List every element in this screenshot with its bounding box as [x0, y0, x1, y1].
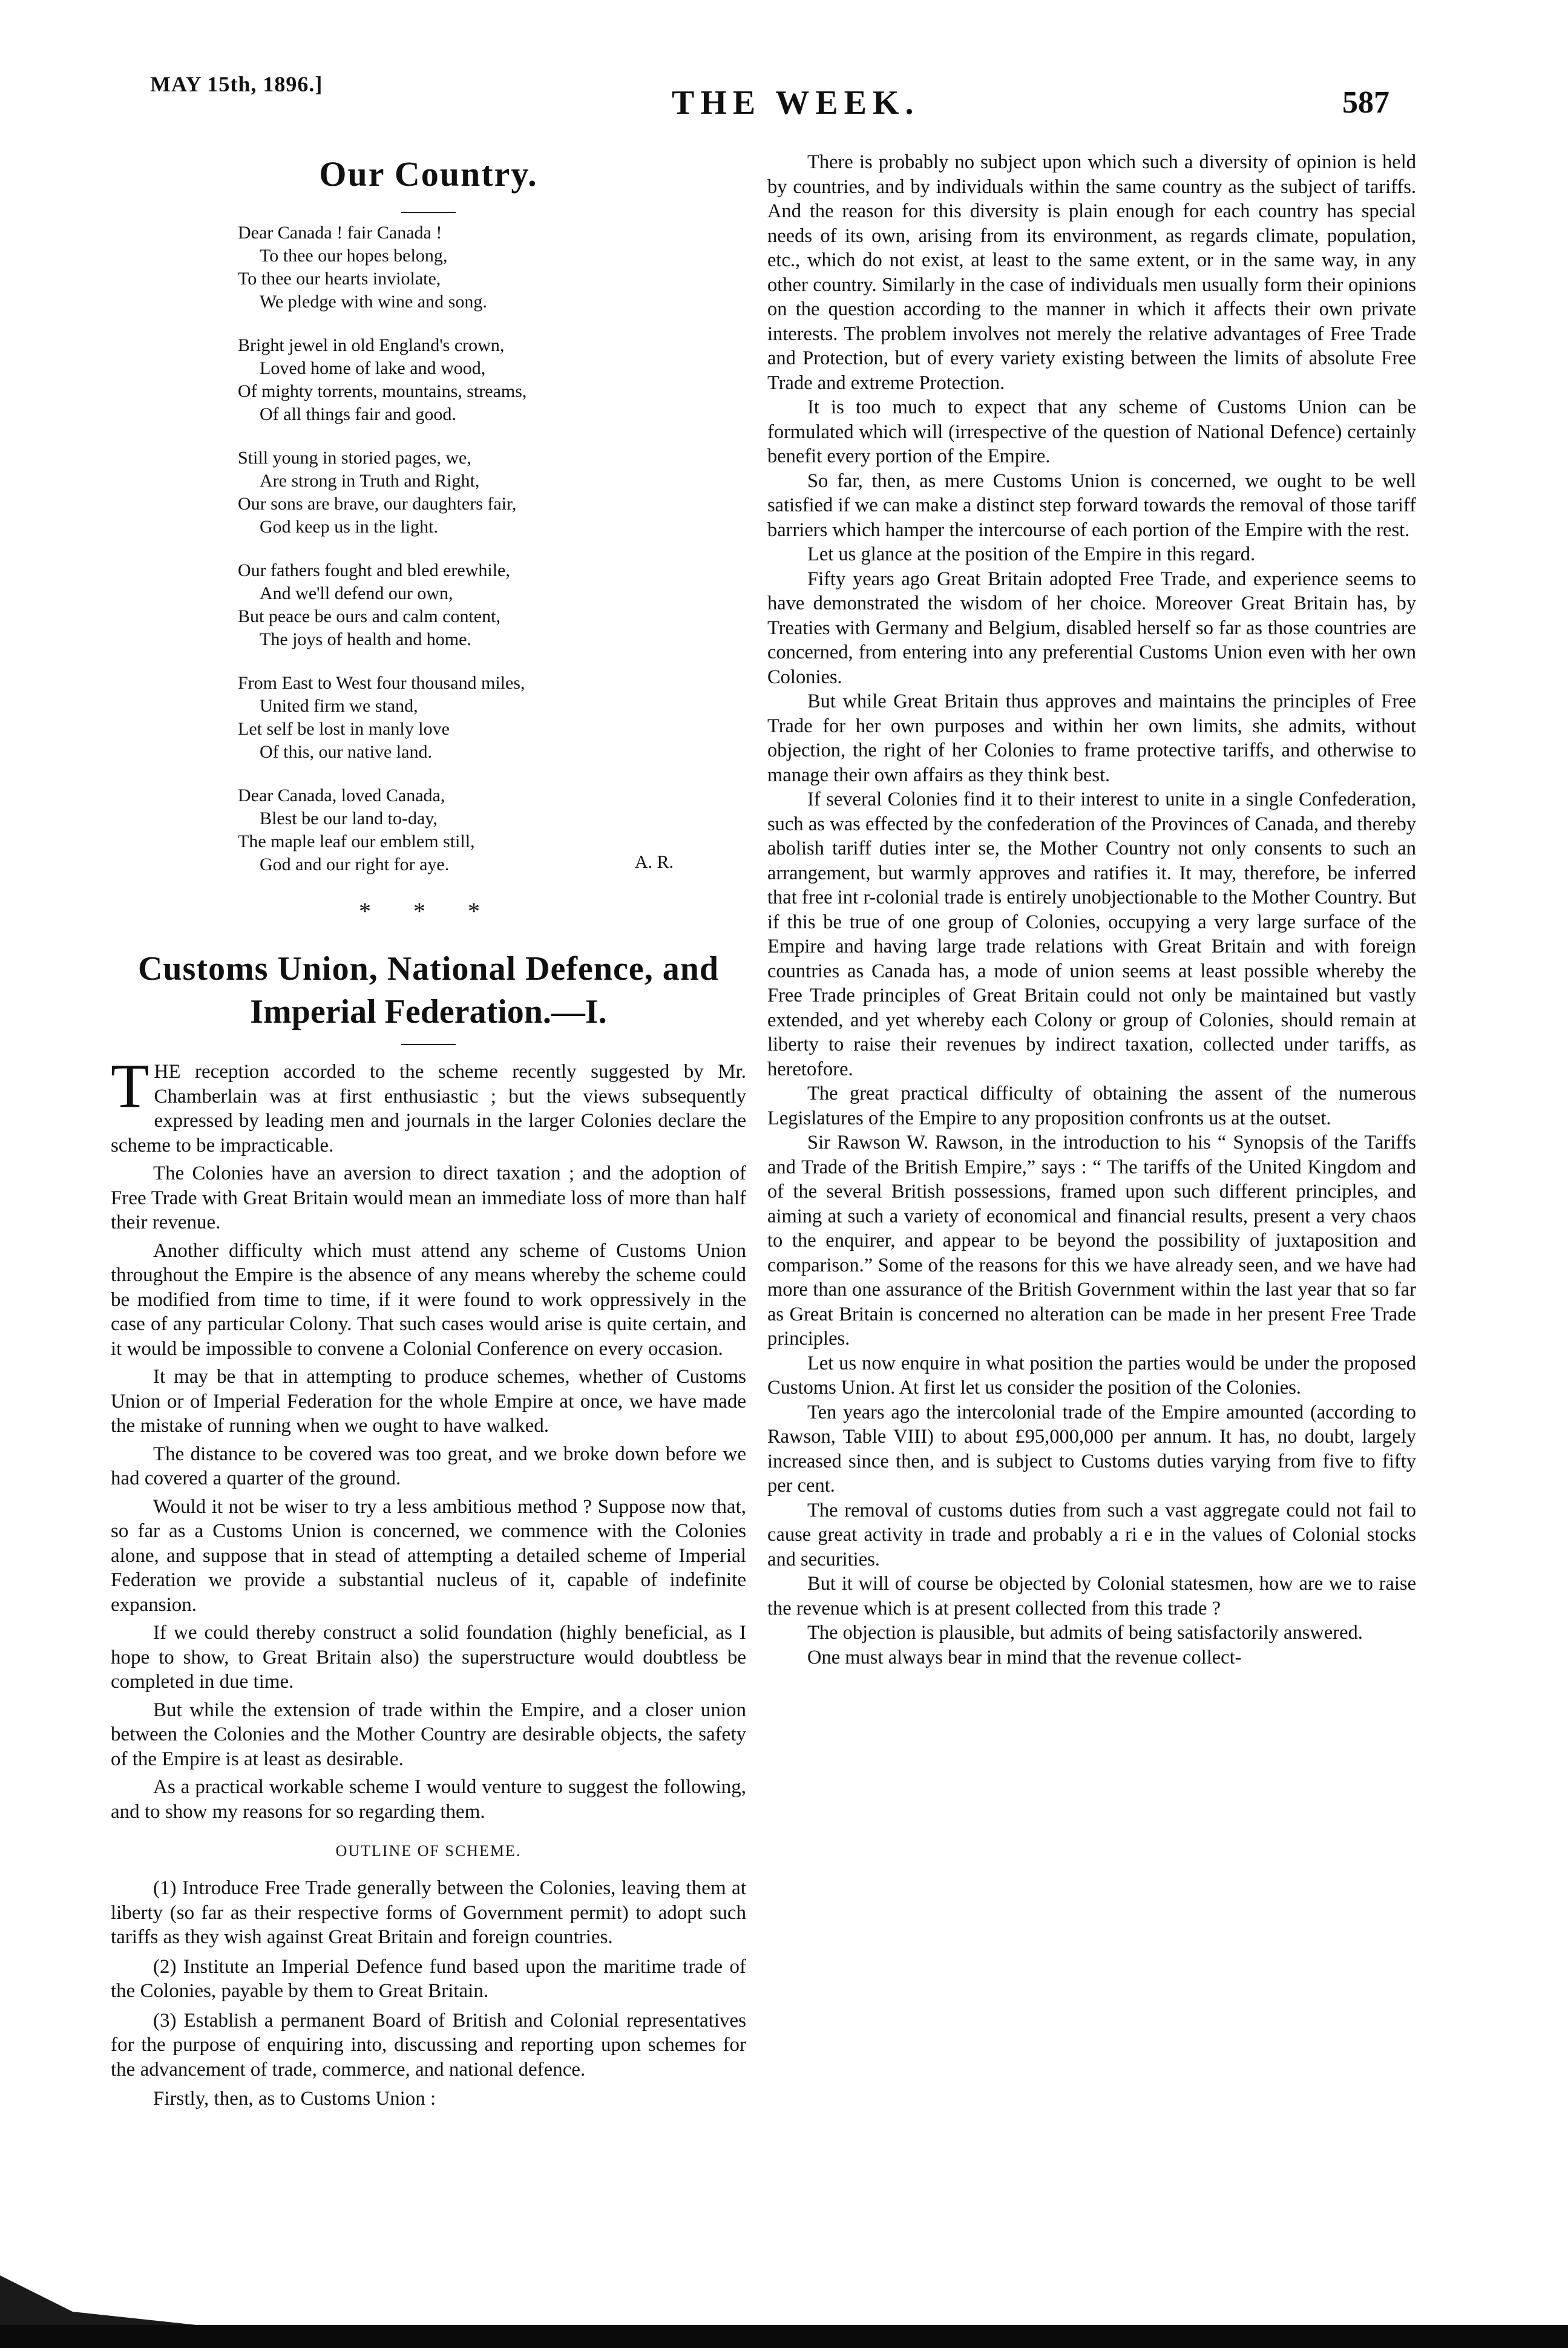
article-paragraph: Sir Rawson W. Rawson, in the introduction to his “ Synopsis of the Tariffs and Trade of the British Empire,” says : “ The tariffs of the United Kingdom and of the several British possessions, framed upon such different principles, and aiming at such a variety of economical and financial results, present a very chaos to the enquirer, and appear to be beyond the possibility of juxtaposition and comparison.” Some of the reasons for this we have already seen, and we have had more than one assurance of the British Government within the last year that so far as Great Britain is concerned no alteration can be made in her present Free Trade principles.	[767, 1132, 1416, 1349]
article-paragraph: Another difficulty which must attend any scheme of Customs Union throughout the Empire is the absence of any means whereby the scheme could be modified from time to time, if it were found to work oppressively in the case of any particular Colony. That such cases would arise is quite certain, and it would be impossible to convene a Colonial Conference on every occasion.	[111, 1239, 746, 1360]
poem-line: We pledge with wine and song.	[260, 292, 487, 312]
section-separator: * * *	[359, 897, 498, 925]
poem-line: The joys of health and home.	[260, 629, 471, 649]
outline-item: (2) Institute an Imperial Defence fund based upon the maritime trade of the Colonies, payable by them to Great Britain.	[111, 1955, 746, 2002]
closing-line: Firstly, then, as to Customs Union :	[153, 2088, 436, 2110]
page-bottom-edge	[0, 2325, 1568, 2348]
article-title: Customs Union, National Defence, and	[137, 950, 720, 988]
right-column	[767, 150, 1416, 1670]
article-paragraph: It may be that in attempting to produce schemes, whether of Customs Union or of Imperial Federation for the whole Empire at once, we have made the mistake of running when we ought to have walked.	[111, 1366, 746, 1437]
poem-title: Our Country.	[319, 154, 538, 194]
article-paragraph: The Colonies have an aversion to direct taxation ; and the adoption of Free Trade with Great Britain would mean an immediate loss of more than half their revenue.	[111, 1163, 746, 1233]
poem-line: God keep us in the light.	[260, 517, 438, 537]
poem-line: Our fathers fought and bled erewhile,	[238, 560, 510, 580]
poem-stanza	[238, 559, 746, 651]
poem-line: Dear Canada ! fair Canada !	[238, 223, 442, 243]
article-body-right	[767, 150, 1416, 1670]
subtitle-rule	[401, 1044, 456, 1045]
poem-line: Of this, our native land.	[260, 742, 432, 762]
issue-date: MAY 15th, 1896.]	[150, 72, 323, 96]
poem-line: Of mighty torrents, mountains, streams,	[238, 381, 527, 401]
article-paragraph: It is too much to expect that any scheme of Customs Union can be formulated which will (irrespective of the question of National Defence) certainly benefit every portion of the Empire.	[767, 396, 1416, 467]
poem-line: The maple leaf our emblem still,	[238, 831, 475, 851]
poem-body	[111, 221, 746, 876]
poem-line: Loved home of lake and wood,	[260, 358, 486, 378]
article-body-left	[111, 1051, 746, 1824]
poem-line: Let self be lost in manly love	[238, 719, 450, 739]
paragraph-text: HE reception accorded to the scheme recently suggested by Mr. Chamberlain was at first enthusiastic ; but the views subsequently expressed by leading men and journals in the larger Colonies declare the scheme to be impracticable.	[111, 1061, 746, 1156]
outline-item: (3) Establish a permanent Board of British and Colonial representatives for the purpose of enquiring into, discussing and reporting upon schemes for the advancement of trade, commerce, and national defence.	[111, 2009, 746, 2081]
article-paragraph: But while the extension of trade within the Empire, and a closer union between the Colonies and the Mother Country are desirable objects, the safety of the Empire is at least as desirable.	[111, 1699, 746, 1770]
poem-line: United firm we stand,	[260, 696, 418, 716]
poem-line: Bright jewel in old England's crown,	[238, 335, 505, 355]
outline-list	[111, 1876, 746, 2082]
article-paragraph: The objection is plausible, but admits of being satisfactorily answered.	[807, 1622, 1363, 1644]
article-paragraph: If we could thereby construct a solid foundation (highly beneficial, as I hope to show, to Great Britain also) the superstructure would doubtless be completed in due time.	[111, 1622, 746, 1693]
poem-line: And we'll defend our own,	[260, 583, 453, 603]
poem-line: From East to West four thousand miles,	[238, 673, 525, 693]
poem-line: To thee our hopes belong,	[260, 246, 448, 266]
poem-line: But peace be ours and calm content,	[238, 606, 501, 626]
poem-line: Are strong in Truth and Right,	[260, 471, 480, 491]
publication-title: THE WEEK.	[672, 84, 920, 122]
outline-heading: OUTLINE OF SCHEME.	[335, 1842, 522, 1860]
poem-stanza	[238, 334, 746, 426]
article-paragraph: Ten years ago the intercolonial trade of the Empire amounted (according to Rawson, Table VIII) to about £95,000,000 per annum. It has, no doubt, largely increased since then, and is subject to Customs duties varying from five to fifty per cent.	[767, 1401, 1416, 1497]
poem-stanza	[238, 221, 746, 313]
poem-line: Blest be our land to-day,	[260, 808, 438, 828]
article-paragraph: The removal of customs duties from such a vast aggregate could not fail to cause great activity in trade and probably a ri e in the values of Colonial stocks and securities.	[767, 1499, 1416, 1570]
article-paragraph: If several Colonies find it to their interest to unite in a single Confederation, such as was effected by the confederation of the Provinces of Canada, and thereby abolish tariff duties inter se, the Mother Country not only consents to such an arrangement, but warmly approves and ratifies it. It may, therefore, be inferred that free int r-colonial trade is entirely unobjectionable to the Mother Country. But if this be true of one group of Colonies, occupying a very large surface of the Empire and having large trade relations with Great Britain and with foreign countries as Canada has, a mode of union seems at least possible whereby the Free Trade principles of Great Britain could not only be maintained but vastly extended, and yet whereby each Colony or group of Colonies, should remain at liberty to raise their revenues by indirect taxation, collected under tariffs, as heretofore.	[767, 789, 1416, 1080]
article-paragraph: But while Great Britain thus approves and maintains the principles of Free Trade for her own purposes and within her own limits, she admits, without objection, the right of her Colonies to frame protective tariffs, and otherwise to manage their own affairs as they think best.	[767, 690, 1416, 786]
article-paragraph	[111, 1051, 746, 1158]
article-paragraph: So far, then, as mere Customs Union is concerned, we ought to be well satisfied if we can make a distinct step forward towards the removal of those tariff barriers which hamper the intercourse of each portion of the Empire with the rest.	[767, 470, 1416, 541]
outline-item: (1) Introduce Free Trade generally between the Colonies, leaving them at liberty (so far as their respective forms of Government permit) to adopt such tariffs as they wish against Great Britain and foreign countries.	[111, 1877, 746, 1948]
poem-stanza	[238, 447, 746, 539]
article-paragraph: There is probably no subject upon which such a diversity of opinion is held by countries, and by individuals within the same country as the subject of tariffs. And the reason for this diversity is plain enough for each country has special needs of its own, arising from its environment, as regards climate, population, etc., which do not exist, at least to the same extent, or in the same way, in any other country. Similarly in the case of individuals men usually form their opinions on the question according to the manner in which it affects their own private interests. The problem involves not merely the relative advantages of Free Trade and Protection, but of every variety existing between the limits of absolute Free Trade and extreme Protection.	[767, 151, 1416, 394]
article-paragraph: The distance to be covered was too great, and we broke down before we had covered a quarter of the ground.	[111, 1443, 746, 1489]
article-paragraph: Let us now enquire in what position the parties would be under the proposed Customs Union. At first let us consider the position of the Colonies.	[767, 1352, 1416, 1399]
article-paragraph: Let us glance at the position of the Empire in this regard.	[807, 543, 1256, 565]
poem-line: Our sons are brave, our daughters fair,	[238, 494, 517, 514]
poem-line: Still young in storied pages, we,	[238, 448, 471, 468]
article-paragraph: Would it not be wiser to try a less ambitious method ? Suppose now that, so far as a Customs Union is concerned, we commence with the Colonies alone, and suppose that in stead of attempting a detailed scheme of Imperial Federation we provide a substantial nucleus of it, capable of indefinite expansion.	[111, 1495, 746, 1616]
drop-cap: T	[111, 1051, 149, 1121]
article-paragraph: The great practical difficulty of obtaining the assent of the numerous Legislatures of the Empire to any proposition confronts us at the outset.	[767, 1083, 1416, 1129]
masthead	[0, 0, 1568, 145]
article-paragraph: As a practical workable scheme I would venture to suggest the following, and to show my reasons for so regarding them.	[111, 1776, 746, 1823]
poem-line: Of all things fair and good.	[260, 404, 456, 424]
page-number: 587	[1342, 85, 1389, 120]
poem-line: To thee our hearts inviolate,	[238, 269, 441, 289]
article-subtitle: Imperial Federation.—I.	[250, 993, 607, 1031]
poem-stanza	[238, 672, 746, 764]
poem-signature: A. R.	[634, 852, 674, 872]
article-paragraph: One must always bear in mind that the revenue collect-	[807, 1646, 1242, 1668]
article-paragraph: But it will of course be objected by Colonial statesmen, how are we to raise the revenue which is at present collected from this trade ?	[767, 1573, 1416, 1619]
poem-line: Dear Canada, loved Canada,	[238, 785, 445, 805]
poem-line: God and our right for aye.	[260, 854, 450, 874]
left-column	[111, 150, 746, 2111]
title-rule	[401, 212, 456, 213]
article-paragraph: Fifty years ago Great Britain adopted Free Trade, and experience seems to have demonstrated the wisdom of her choice. Moreover Great Britain has, by Treaties with Germany and Belgium, disabled herself so far as those countries are concerned, from entering into any preferential Customs Union even with her own Colonies.	[767, 568, 1416, 688]
